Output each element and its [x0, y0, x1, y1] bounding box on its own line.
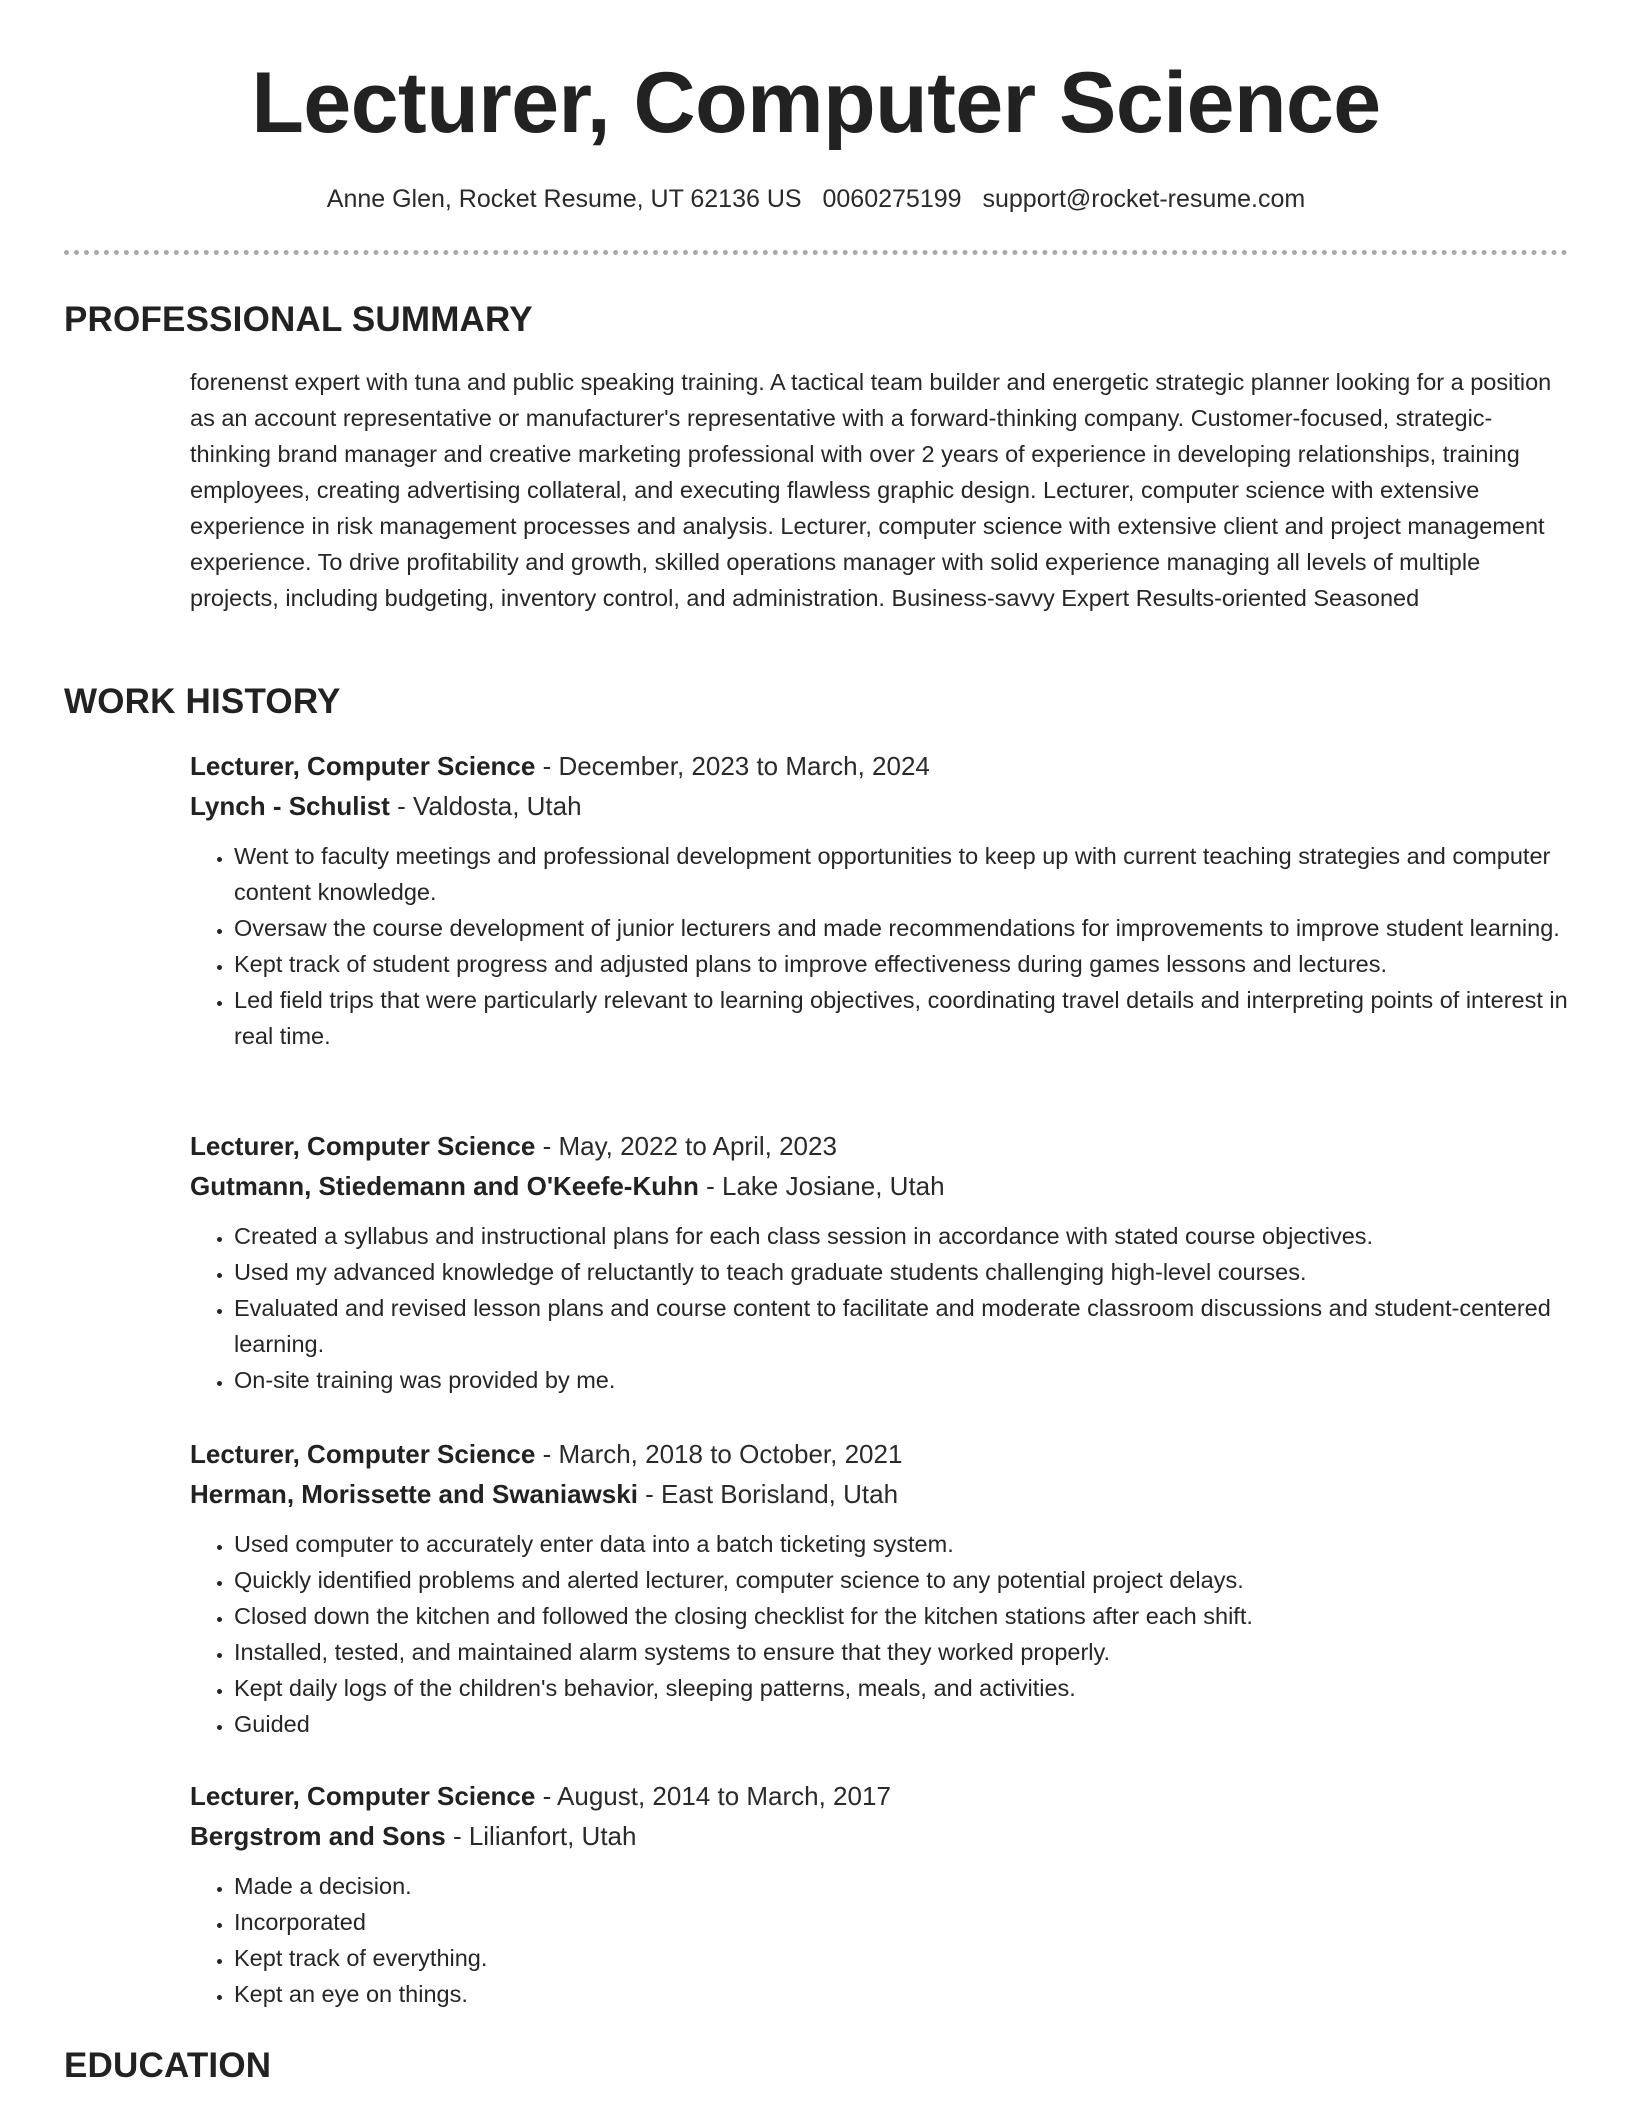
- job-title-line: [190, 746, 1568, 786]
- job-bullets: [190, 1218, 1568, 1398]
- job-company-line: [190, 786, 1568, 826]
- job-company: Gutmann, Stiedemann and O'Keefe-Kuhn: [190, 1171, 699, 1201]
- job-bullet: • Quickly identified problems and alerted lecturer, computer science to any potential project delays.: [234, 1562, 1568, 1598]
- job-bullet: • Guided: [234, 1706, 1568, 1742]
- job-bullet: • Evaluated and revised lesson plans and course content to facilitate and moderate classroom discussions and student-centered learning.: [234, 1290, 1568, 1362]
- job-company: Herman, Morissette and Swaniawski: [190, 1479, 638, 1509]
- job-company-line: [190, 1474, 1568, 1514]
- job-bullets: [190, 838, 1568, 1054]
- contact-line: [0, 182, 1632, 216]
- job-dates: - December, 2023 to March, 2024: [535, 751, 930, 781]
- header-divider: [64, 250, 1568, 255]
- contact-phone: 0060275199: [822, 185, 962, 213]
- job-dates: - May, 2022 to April, 2023: [535, 1131, 837, 1161]
- job-bullet: • Kept track of everything.: [234, 1940, 1568, 1976]
- job-bullet: • Led field trips that were particularly relevant to learning objectives, coordinating travel details and interpreting points of interest in real time.: [234, 982, 1568, 1054]
- job-bullet: • Created a syllabus and instructional plans for each class session in accordance with stated course objectives.: [234, 1218, 1568, 1254]
- job-title: Lecturer, Computer Science: [190, 1781, 536, 1811]
- job-entry: [190, 746, 1568, 1054]
- job-title-line: [190, 1434, 1568, 1474]
- job-company: Lynch - Schulist: [190, 791, 390, 821]
- contact-email: support@rocket-resume.com: [982, 185, 1306, 213]
- contact-address: Anne Glen, Rocket Resume, UT 62136 US: [326, 185, 802, 213]
- job-bullet: • Went to faculty meetings and professional development opportunities to keep up with current teaching strategies and computer content knowledge.: [234, 838, 1568, 910]
- job-bullet: • On-site training was provided by me.: [234, 1362, 1568, 1398]
- education-heading: EDUCATION: [64, 2046, 272, 2085]
- summary-text: forenenst expert with tuna and public speaking training. A tactical team builder and energetic strategic planner looking for a position as an account representative or manufacturer's representative with a forward-thinking company. Customer-focused, strategic-thinking brand manager and creative marketing professional with over 2 years of experience in developing relationships, training employees, creating advertising collateral, and executing flawless graphic design. Lecturer, computer science with extensive experience in risk management processes and analysis. Lecturer, computer science with extensive client and project management experience. To drive profitability and growth, skilled operations manager with solid experience managing all levels of multiple projects, including budgeting, inventory control, and administration. Business-savvy Expert Results-oriented Seasoned: [190, 369, 1552, 611]
- job-entry: [190, 1776, 1568, 2012]
- job-company-line: [190, 1166, 1568, 1206]
- job-dates: - August, 2014 to March, 2017: [535, 1781, 891, 1811]
- summary-section: [190, 364, 1568, 616]
- job-entry: [190, 1434, 1568, 1742]
- job-bullet: • Kept daily logs of the children's behavior, sleeping patterns, meals, and activities.: [234, 1670, 1568, 1706]
- job-company-line: [190, 1816, 1568, 1856]
- job-bullet: • Kept an eye on things.: [234, 1976, 1568, 2012]
- job-title: Lecturer, Computer Science: [190, 751, 536, 781]
- summary-heading: PROFESSIONAL SUMMARY: [64, 300, 533, 339]
- job-company: Bergstrom and Sons: [190, 1821, 446, 1851]
- job-bullets: [190, 1526, 1568, 1742]
- job-bullets: [190, 1868, 1568, 2012]
- job-bullet: • Oversaw the course development of junior lecturers and made recommendations for improvements to improve student learning.: [234, 910, 1568, 946]
- job-bullet: • Installed, tested, and maintained alarm systems to ensure that they worked properly.: [234, 1634, 1568, 1670]
- job-entry: [190, 1126, 1568, 1398]
- job-dates: - March, 2018 to October, 2021: [535, 1439, 903, 1469]
- job-bullet: • Closed down the kitchen and followed the closing checklist for the kitchen stations after each shift.: [234, 1598, 1568, 1634]
- job-bullet: • Used computer to accurately enter data into a batch ticketing system.: [234, 1526, 1568, 1562]
- resume-title: Lecturer, Computer Science: [251, 55, 1381, 151]
- job-bullet: • Kept track of student progress and adjusted plans to improve effectiveness during games lessons and lectures.: [234, 946, 1568, 982]
- job-bullet: • Incorporated: [234, 1904, 1568, 1940]
- job-bullet: • Used my advanced knowledge of reluctantly to teach graduate students challenging high-level courses.: [234, 1254, 1568, 1290]
- job-title-line: [190, 1126, 1568, 1166]
- job-location: - Lake Josiane, Utah: [698, 1171, 945, 1201]
- job-location: - East Borisland, Utah: [637, 1479, 899, 1509]
- job-title: Lecturer, Computer Science: [190, 1131, 536, 1161]
- job-bullet: • Made a decision.: [234, 1868, 1568, 1904]
- work-history-heading: WORK HISTORY: [64, 682, 341, 721]
- job-location: - Lilianfort, Utah: [445, 1821, 637, 1851]
- job-title: Lecturer, Computer Science: [190, 1439, 536, 1469]
- job-location: - Valdosta, Utah: [389, 791, 582, 821]
- job-title-line: [190, 1776, 1568, 1816]
